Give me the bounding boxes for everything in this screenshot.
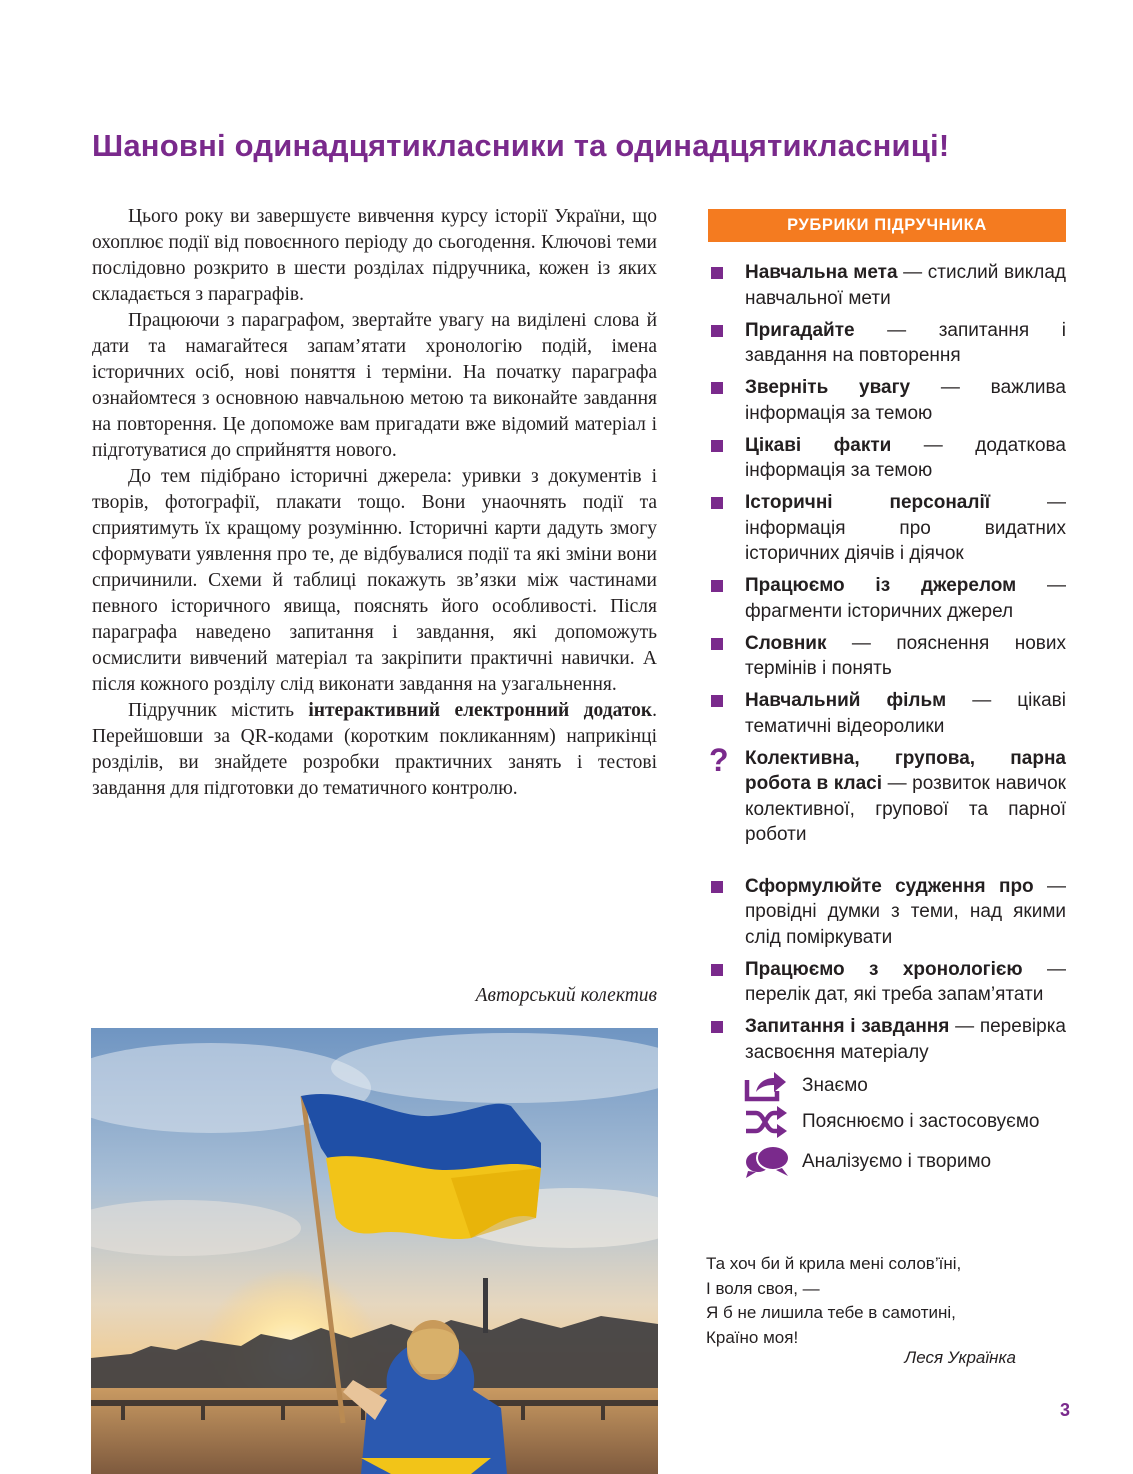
flag-photo [91,1028,658,1474]
poem-line: Та хоч би й крила мені солов’їні, [706,1254,962,1273]
poem-line: І воля своя, — [706,1278,820,1298]
page-title: Шановні одинадцятикласники та одинадцятикласниці! [92,128,950,163]
shuffle-icon [744,1106,790,1138]
square-bullet-icon [711,580,723,592]
square-bullet-icon [711,382,723,394]
interactive-addon-term: інтерактивний електронний додаток [308,700,653,721]
square-bullet-icon [711,695,723,707]
square-bullet-icon [711,881,723,893]
speech-bubbles-icon [744,1146,790,1178]
poem [706,1252,1026,1350]
square-bullet-icon [711,440,723,452]
rubric-recall: Пригадайте — запитання і завдання на повторення [710,318,1066,369]
woman-with-ukrainian-flag-image [91,1028,658,1474]
rubric-interesting-facts: Цікаві факти — додаткова інформація за темою [710,433,1066,484]
square-bullet-icon [711,1021,723,1033]
question-mark-icon: ? [709,741,729,778]
level-explain-apply-label: Пояснюємо і застосовуємо [802,1111,1040,1132]
task-levels [744,1068,1074,1180]
intro-paragraph-2: Працюючи з параграфом, звертайте увагу на виділені слова й дати та намагайтеся запам’ятати хронологію подій, імена історичних осіб, нові поняття і терміни. На початку параграфа ознайомтеся з основною навчальною метою та виконайте завдання на повторення. Це допоможе вам пригадати вже відомий матеріал і підготуватися до сприйняття нового. [92,310,657,461]
share-arrow-icon [744,1070,790,1102]
rubric-historical-figures: Історичні персоналії — інформація про видатних історичних діячів і діячок [710,490,1066,567]
level-know [744,1068,1074,1104]
poem-author: Леся Українка [904,1348,1016,1367]
rubric-attention: Зверніть увагу — важлива інформація за темою [710,375,1066,426]
rubric-group-work: ? Колективна, групова, парна робота в класі — розвиток навичок колективної, групової та парної роботи [709,741,1066,845]
rubrics-list [710,260,1066,1072]
rubrics-header: РУБРИКИ ПІДРУЧНИКА [708,209,1066,242]
rubric-working-with-source: Працюємо із джерелом — фрагменти історичних джерел [710,573,1066,624]
rubric-questions-tasks: Запитання і завдання — перевірка засвоєння матеріалу [710,1014,1066,1065]
intro-paragraph-4: Підручник містить інтерактивний електронний додаток. Перейшовши за QR-кодами (коротким покликанням) наприкінці розділів, ви знайдете розробки практичних занять і тестові завдання для підготовки до тематичного контролю. [92,700,657,799]
intro-paragraph-3: До тем підібрано історичні джерела: уривки з документів і творів, фотографії, плакати тощо. Вони унаочнять події та сприятимуть їх кращому розумінню. Історичні карти дадуть змогу сформувати уявлення про те, де відбувалися події та які зміни вони спричинили. Схеми й таблиці покажуть зв’язки між частинами певного історичного явища, пояснять його особливості. Після параграфа наведено запитання і завдання, які допоможуть осмислити вивчений матеріал та закріпити практичні навички. А після кожного розділу слід виконати завдання на узагальнення. [92,466,657,695]
authors-signature: Авторський колектив [475,985,657,1006]
level-analyze-create-label: Аналізуємо і творимо [802,1151,992,1172]
rubric-formulate-judgement: Сформулюйте судження про — провідні думки з теми, над якими слід поміркувати [710,874,1066,951]
rubric-chronology: Працюємо з хронологією — перелік дат, які треба запам’ятати [710,957,1066,1008]
square-bullet-icon [711,325,723,337]
rubric-glossary: Словник — пояснення нових термінів і понять [710,631,1066,682]
square-bullet-icon [711,497,723,509]
rubric-learning-goal: Навчальна мета — стислий виклад навчальної мети [710,260,1066,311]
square-bullet-icon [711,964,723,976]
level-analyze-create [744,1144,1074,1180]
level-know-label: Знаємо [802,1075,868,1096]
intro-paragraph-1: Цього року ви завершуєте вивчення курсу історії України, що охоплює події від повоєнного періоду до сьогодення. Ключові теми послідовно розкрито в шести розділах підручника, кожен із яких складається з параграфів. [92,206,657,305]
level-explain-apply [744,1104,1074,1140]
page-number: 3 [1059,1400,1070,1420]
poem-line: Країно моя! [706,1327,799,1347]
intro-text [92,204,657,802]
rubric-educational-film: Навчальний фільм — цікаві тематичні відеоролики [710,688,1066,739]
poem-line: Я б не лишила тебе в самотині, [706,1303,956,1322]
square-bullet-icon [711,638,723,650]
square-bullet-icon [711,267,723,279]
